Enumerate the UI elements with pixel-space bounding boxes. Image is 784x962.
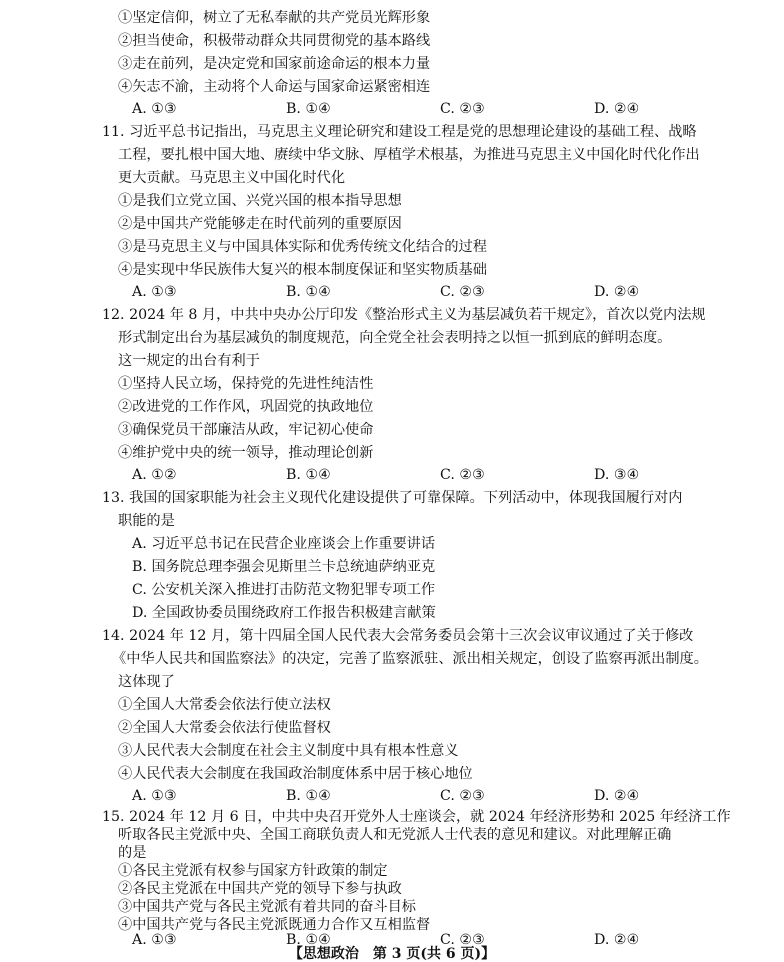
q15-item-1: ①各民主党派有权参与国家方针政策的制定 — [118, 863, 388, 879]
q13-choice-a: A. 习近平总书记在民营企业座谈会上作重要讲话 — [132, 536, 436, 552]
q10-option-d: D. ②④ — [594, 101, 640, 117]
q11-stem-line-3: 更大贡献。马克思主义中国化时代化 — [118, 170, 346, 186]
q14-stem-line-2: 《中华人民共和国监察法》的决定，完善了监察派驻、派出相关规定，创设了监察再派出制度。 — [112, 651, 708, 667]
q13-choice-d: D. 全国政协委员围绕政府工作报告积极建言献策 — [132, 605, 436, 621]
q14-item-3: ③人民代表大会制度在社会主义制度中具有根本性意义 — [118, 743, 459, 759]
q15-item-2: ②各民主党派在中国共产党的领导下参与执政 — [118, 881, 402, 897]
q12-option-a: A. ①② — [132, 467, 177, 483]
q12-item-4: ④维护党中央的统一领导，推动理论创新 — [118, 445, 374, 461]
q11-stem-line-1: 11. 习近平总书记指出，马克思主义理论研究和建设工程是党的思想理论建设的基础工程、战略 — [102, 124, 697, 140]
q13-choice-b: B. 国务院总理李强会见斯里兰卡总统迪萨纳亚克 — [132, 559, 436, 575]
q10-option-a: A. ①③ — [132, 101, 177, 117]
q10-item-2: ②担当使命，积极带动群众共同贯彻党的基本路线 — [118, 33, 431, 49]
q15-option-d: D. ②④ — [594, 932, 640, 948]
q11-option-c: C. ②③ — [440, 284, 485, 300]
q11-item-3: ③是马克思主义与中国具体实际和优秀传统文化结合的过程 — [118, 239, 487, 255]
q12-item-2: ②改进党的工作作风，巩固党的执政地位 — [118, 399, 374, 415]
q12-option-c: C. ②③ — [440, 467, 485, 483]
q11-stem-line-2: 工程，要扎根中国大地、赓续中华文脉、厚植学术根基，为推进马克思主义中国化时代化作出 — [118, 147, 700, 163]
q11-item-1: ①是我们立党立国、兴党兴国的根本指导思想 — [118, 193, 402, 209]
q12-option-b: B. ①④ — [286, 467, 331, 483]
q10-item-3: ③走在前列，是决定党和国家前途命运的根本力量 — [118, 56, 431, 72]
q13-stem-line-2: 职能的是 — [118, 513, 175, 529]
q14-item-4: ④人民代表大会制度在我国政治制度体系中居于核心地位 — [118, 766, 473, 782]
q11-item-4: ④是实现中华民族伟大复兴的根本制度保证和坚实物质基础 — [118, 262, 487, 278]
q15-stem-line-2: 听取各民主党派中央、全国工商联负责人和无党派人士代表的意见和建议。对此理解正确 — [118, 827, 672, 843]
q15-stem-line-3: 的是 — [118, 845, 147, 861]
q14-stem-line-3: 这体现了 — [118, 674, 175, 690]
q15-option-b: B. ①④ — [286, 932, 331, 948]
q11-option-d: D. ②④ — [594, 284, 640, 300]
q15-option-c: C. ②③ — [440, 932, 485, 948]
q15-option-a: A. ①③ — [132, 932, 177, 948]
q12-stem-line-3: 这一规定的出台有利于 — [118, 353, 260, 369]
q12-item-3: ③确保党员干部廉洁从政，牢记初心使命 — [118, 422, 374, 438]
q14-option-d: D. ②④ — [594, 788, 640, 804]
q13-stem-line-1: 13. 我国的国家职能为社会主义现代化建设提供了可靠保障。下列活动中，体现我国履行对内 — [102, 490, 683, 506]
q10-item-1: ①坚定信仰，树立了无私奉献的共产党员光辉形象 — [118, 10, 431, 26]
q10-item-4: ④矢志不渝，主动将个人命运与国家命运紧密相连 — [118, 79, 431, 95]
q11-option-b: B. ①④ — [286, 284, 331, 300]
q14-option-a: A. ①③ — [132, 788, 177, 804]
q14-stem-line-1: 14. 2024 年 12 月，第十四届全国人民代表大会常务委员会第十三次会议审议通过了关于修改 — [102, 628, 694, 644]
q14-option-b: B. ①④ — [286, 788, 331, 804]
q15-stem-line-1: 15. 2024 年 12 月 6 日，中共中央召开党外人士座谈会，就 2024 年经济形势和 2025 年经济工作 — [102, 809, 731, 825]
q12-item-1: ①坚持人民立场，保持党的先进性纯洁性 — [118, 376, 374, 392]
q10-option-b: B. ①④ — [286, 101, 331, 117]
q12-stem-line-1: 12. 2024 年 8 月，中共中央办公厅印发《整治形式主义为基层减负若干规定》，首次以党内法规 — [102, 307, 706, 323]
q14-option-c: C. ②③ — [440, 788, 485, 804]
q13-choice-c: C. 公安机关深入推进打击防范文物犯罪专项工作 — [132, 582, 436, 598]
page-footer: 【思想政治 第 3 页(共 6 页)】 — [288, 946, 496, 962]
q14-item-2: ②全国人大常委会依法行使监督权 — [118, 720, 331, 736]
q10-option-c: C. ②③ — [440, 101, 485, 117]
q15-item-3: ③中国共产党与各民主党派有着共同的奋斗目标 — [118, 899, 416, 915]
q15-item-4: ④中国共产党与各民主党派既通力合作又互相监督 — [118, 917, 431, 933]
q11-item-2: ②是中国共产党能够走在时代前列的重要原因 — [118, 216, 402, 232]
q14-item-1: ①全国人大常委会依法行使立法权 — [118, 697, 331, 713]
q12-option-d: D. ③④ — [594, 467, 640, 483]
q12-stem-line-2: 形式制定出台为基层减负的制度规范，向全党全社会表明持之以恒一抓到底的鲜明态度。 — [118, 330, 672, 346]
q11-option-a: A. ①③ — [132, 284, 177, 300]
